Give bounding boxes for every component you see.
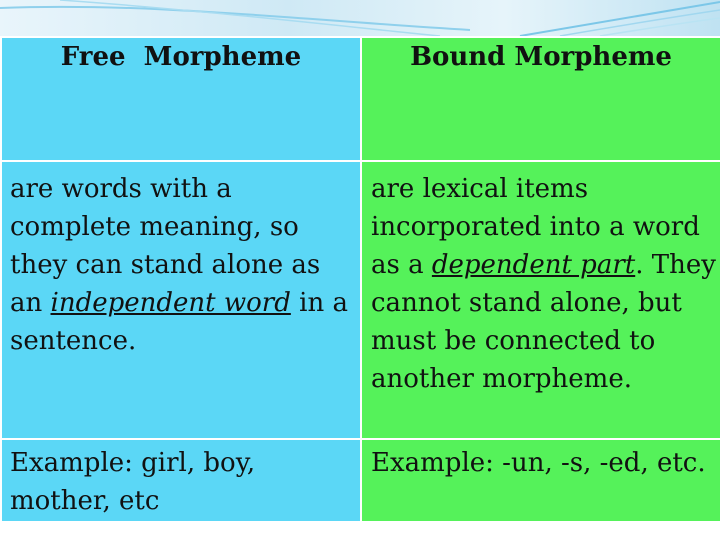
- free-definition-emphasis: independent word: [50, 288, 291, 318]
- morpheme-comparison-table: [0, 36, 720, 525]
- bound-definition-part: . They cannot stand alone, but must be connected to another morpheme.: [371, 250, 716, 394]
- free-definition-text: [2, 162, 360, 360]
- bound-definition-part: are lexical items incorporated into a word as a: [371, 174, 700, 280]
- bound-definition-text: [362, 162, 720, 398]
- banner-wave-lines: [0, 0, 720, 36]
- header-row: [1, 37, 720, 161]
- bound-morpheme-definition: [361, 161, 720, 439]
- bound-morpheme-example: [361, 439, 720, 524]
- example-row: [1, 439, 720, 524]
- bound-definition-emphasis: dependent part: [431, 250, 636, 280]
- definition-row: [1, 161, 720, 439]
- free-morpheme-header: [1, 37, 361, 161]
- free-definition-part: are words with a complete meaning, so they can stand alone as an: [10, 174, 321, 318]
- bound-morpheme-header-text: Bound Morpheme: [410, 42, 672, 72]
- bound-example-text: Example: -un, -s, -ed, etc.: [371, 448, 706, 478]
- bottom-margin: [0, 521, 720, 540]
- free-morpheme-example: [1, 439, 361, 524]
- free-morpheme-header-text: Free Morpheme: [60, 42, 302, 72]
- free-morpheme-definition: [1, 161, 361, 439]
- decorative-header-banner: [0, 0, 720, 36]
- free-definition-part: in a sentence.: [10, 288, 348, 356]
- bound-morpheme-header: [361, 37, 720, 161]
- free-example-text: Example: girl, boy, mother, etc: [10, 448, 256, 516]
